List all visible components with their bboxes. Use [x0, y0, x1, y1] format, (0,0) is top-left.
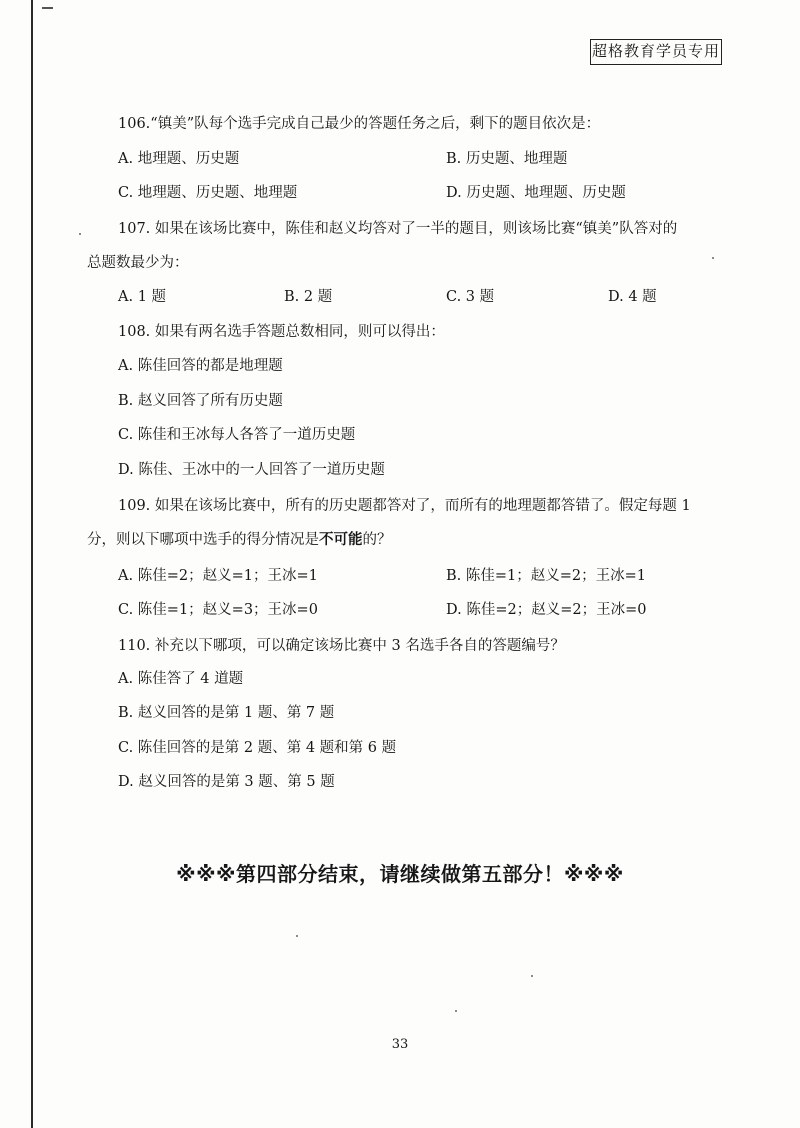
q108-option-c: C. 陈佳和王冰每人各答了一道历史题	[118, 427, 356, 443]
q108-option-b: B. 赵义回答了所有历史题	[118, 393, 283, 409]
q109-stem-line1: 109. 如果在该场比赛中，所有的历史题都答对了，而所有的地理题都答错了。假定每题 1	[118, 498, 691, 514]
scan-mark	[42, 7, 53, 9]
page-number: 33	[391, 1037, 409, 1052]
q107-option-a: A. 1 题	[118, 289, 167, 305]
q107-option-b: B. 2 题	[284, 289, 333, 305]
q107-stem-line1: 107. 如果在该场比赛中，陈佳和赵义均答对了一半的题目，则该场比赛“镇美”队答对的	[118, 221, 678, 237]
q109-stem-line2	[87, 530, 392, 550]
binding-edge-line	[31, 0, 33, 1128]
scan-speck	[79, 233, 81, 235]
q110-option-a: A. 陈佳答了 4 道题	[118, 671, 244, 687]
q109-stem-prefix: 分，则以下哪项中选手的得分情况是	[87, 532, 319, 548]
scan-speck	[455, 1010, 457, 1012]
header-stamp: 超格教育学员专用	[590, 39, 722, 65]
q107-option-c: C. 3 题	[446, 289, 495, 305]
q109-option-d: D. 陈佳=2；赵义=2；王冰=0	[446, 602, 647, 618]
q108-option-a: A. 陈佳回答的都是地理题	[118, 358, 283, 374]
q106-stem: 106.“镇美”队每个选手完成自己最少的答题任务之后，剩下的题目依次是：	[118, 116, 601, 132]
scan-speck	[296, 935, 298, 937]
q108-option-d: D. 陈佳、王冰中的一人回答了一道历史题	[118, 462, 385, 478]
q109-option-a: A. 陈佳=2；赵义=1；王冰=1	[118, 568, 318, 584]
q110-option-b: B. 赵义回答的是第 1 题、第 7 题	[118, 705, 335, 721]
q109-option-c: C. 陈佳=1；赵义=3；王冰=0	[118, 602, 318, 618]
q106-option-c: C. 地理题、历史题、地理题	[118, 185, 298, 201]
q108-stem: 108. 如果有两名选手答题总数相同，则可以得出：	[118, 324, 445, 340]
q109-emphasis: 不可能	[319, 531, 363, 548]
q106-option-b: B. 历史题、地理题	[446, 151, 568, 167]
q106-option-a: A. 地理题、历史题	[118, 151, 240, 167]
q107-stem-line2: 总题数最少为：	[87, 255, 189, 271]
q109-stem-suffix: 的？	[362, 532, 392, 548]
q110-option-c: C. 陈佳回答的是第 2 题、第 4 题和第 6 题	[118, 740, 397, 756]
q110-option-d: D. 赵义回答的是第 3 题、第 5 题	[118, 774, 335, 790]
scan-speck	[712, 257, 714, 259]
section-end-banner: ※※※第四部分结束，请继续做第五部分！※※※	[176, 862, 624, 886]
q106-option-d: D. 历史题、地理题、历史题	[446, 185, 626, 201]
q110-stem: 110. 补充以下哪项，可以确定该场比赛中 3 名选手各自的答题编号？	[118, 638, 565, 654]
scan-speck	[531, 975, 533, 977]
q107-option-d: D. 4 题	[608, 289, 657, 305]
q109-option-b: B. 陈佳=1；赵义=2；王冰=1	[446, 568, 646, 584]
